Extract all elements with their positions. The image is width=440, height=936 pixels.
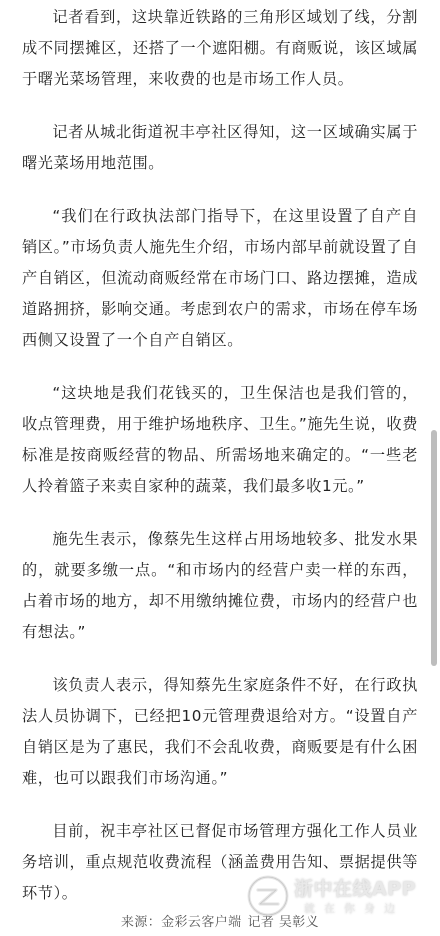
article-paragraph: 施先生表示，像蔡先生这样占用场地较多、批发水果的，就要多缴一点。“和市场内的经营户卖一样的东西，占着市场的地方，却不用缴纳摊位费，市场内的经营户也有想法。” xyxy=(22,530,418,641)
watermark-brand: 浙中在线APP xyxy=(294,878,417,900)
article-paragraph: “我们在行政执法部门指导下，在这里设置了自产自销区。”市场负责人施先生介绍，市场内部早前就设置了自产自销区，但流动商贩经常在市场门口、路边摆摊，造成道路拥挤，影响交通。考虑到农户的需求，市场在停车场西侧又设置了一个自产自销区。 xyxy=(22,207,418,349)
vertical-scrollbar[interactable] xyxy=(431,430,437,666)
watermark-slogan: 就在你身边 xyxy=(304,902,404,915)
zhezhong-online-logo-icon xyxy=(246,874,290,918)
article-paragraph: 目前，祝丰亭社区已督促市场管理方强化工作人员业务培训，重点规范收费流程（涵盖费用告知、票据提供等环节）。 xyxy=(22,822,418,902)
article-paragraph: “这块地是我们花钱买的，卫生保洁也是我们管的，收点管理费，用于维护场地秩序、卫生。”施先生说，收费标准是按商贩经营的物品、所需场地来确定的。“一些老人拎着篮子来卖自家种的蔬菜，我们最多收1元。” xyxy=(22,384,418,495)
reporter-name: 记者 吴彰义 xyxy=(247,915,320,930)
app-watermark xyxy=(246,872,440,918)
article-paragraph: 记者从城北街道祝丰亭社区得知，这一区域确实属于曙光菜场用地范围。 xyxy=(22,123,418,172)
article-paragraph: 该负责人表示，得知蔡先生家庭条件不好，在行政执法人员协调下，已经把10元管理费退给对方。“设置自产自销区是为了惠民，我们不会乱收费，商贩要是有什么困难，也可以跟我们市场沟通。” xyxy=(22,676,418,787)
source-label: 来源：金彩云客户端 xyxy=(120,915,242,930)
article-paragraph: 记者看到，这块靠近铁路的三角形区域划了线，分割成不同摆摊区，还搭了一个遮阳棚。有商贩说，该区域属于曙光菜场管理，来收费的也是市场工作人员。 xyxy=(22,8,418,88)
